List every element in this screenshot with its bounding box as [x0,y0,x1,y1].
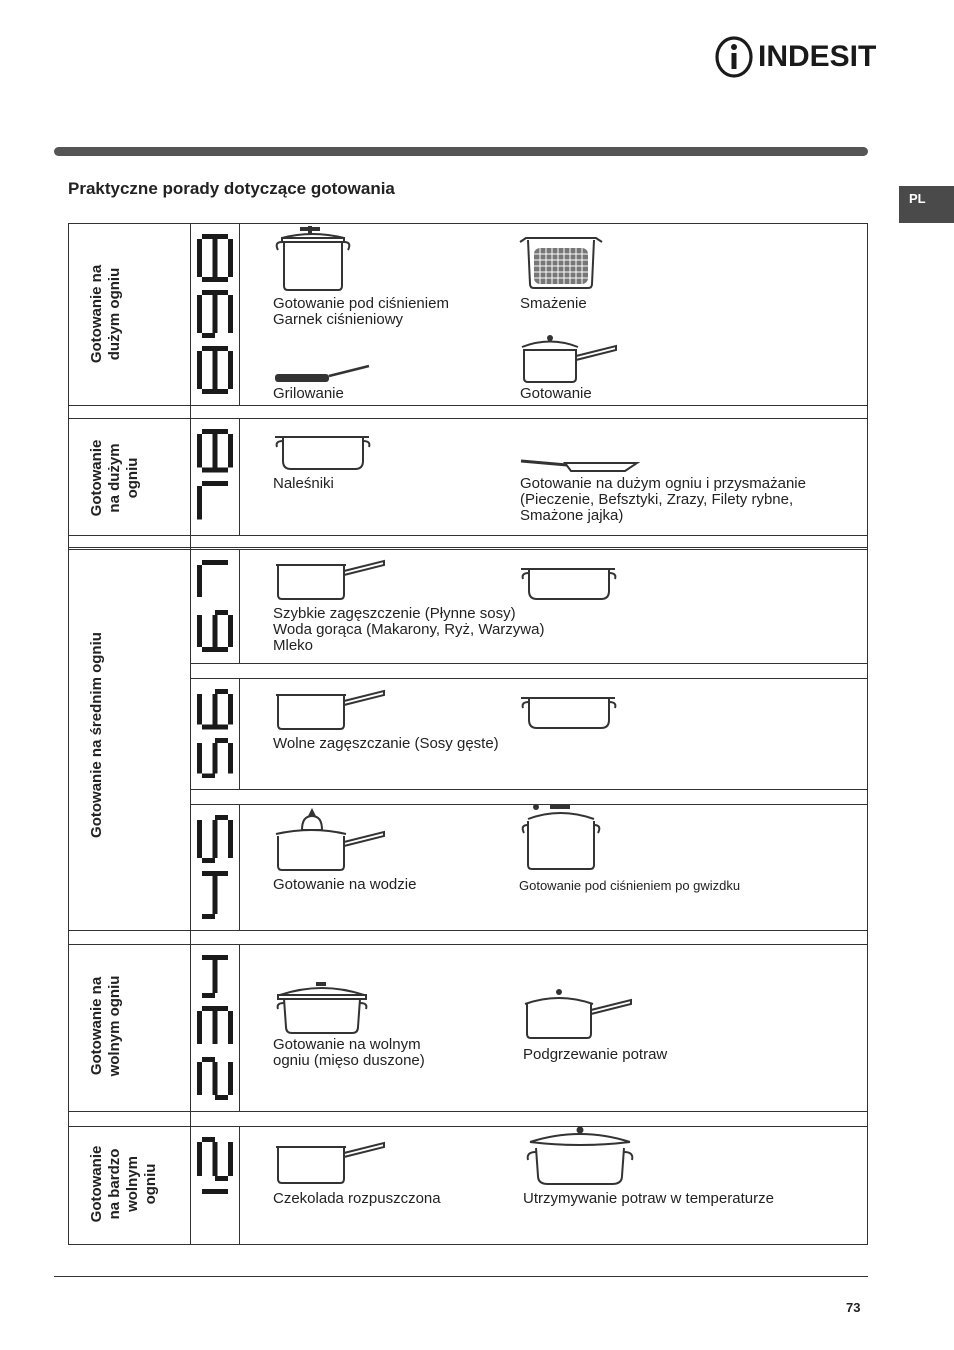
pot-icon [519,561,619,601]
digit-segment [202,993,215,998]
digit-segment [215,560,228,565]
digit-segment [213,820,218,858]
lidded-saucepan-icon [523,988,635,1042]
digit-segment [202,277,215,282]
digit-segment [228,694,233,725]
digit-segment [197,486,202,520]
digit-segment [228,1142,233,1176]
digit-segment [202,914,215,919]
label-pancakes: Naleśniki [273,475,334,492]
digit-segment [215,346,228,351]
digit-segment [215,610,228,615]
heat-level-digit-8 [197,429,233,473]
label-pressure-after-whistle: Gotowanie pod ciśnieniem po gwizdku [519,878,741,893]
heat-group-label-high-2: Gotowanie na dużym ogniu [88,439,141,517]
heat-level-digit-3 [197,1006,233,1049]
label-grilling: Grilowanie [273,385,344,402]
frying-basket-icon [518,236,604,292]
saucepan-icon [274,687,388,731]
digit-segment [202,346,215,351]
digit-segment [228,239,233,277]
casserole-icon [274,981,370,1035]
digit-segment [215,1189,228,1194]
label-pressure-cooking: Gotowanie pod ciśnieniem Garnek ciśnieniowy [273,295,449,328]
label-melting-chocolate: Czekolada rozpuszczona [273,1190,441,1207]
digit-segment [213,1011,218,1044]
digit-segment [228,351,233,389]
digit-segment [228,434,233,468]
heat-group-label-medium: Gotowanie na średnim ogniu [88,632,105,838]
digit-segment [228,1011,233,1044]
heat-level-digit-6 [197,689,233,730]
digit-segment [213,239,218,277]
digit-segment [215,647,228,652]
heat-level-digit-6 [197,610,233,652]
digit-segment [213,960,218,993]
digit-segment [197,743,202,774]
digit-segment [213,743,218,774]
digit-segment [213,615,218,647]
digit-segment [213,295,218,333]
heat-level-digit-4 [197,871,233,919]
digit-segment [215,389,228,394]
digit-segment [202,725,215,730]
frying-pan-icon [519,457,641,473]
digit-segment [215,468,228,473]
header-bar [54,147,868,156]
digit-segment [213,434,218,468]
digit-segment [202,1006,215,1011]
digit-segment [197,820,202,858]
digit-segment [202,234,215,239]
digit-segment [197,295,202,333]
digit-segment [202,333,215,338]
digit-segment [202,389,215,394]
label-keeping-warm: Utrzymywanie potraw w temperaturze [523,1190,774,1207]
digit-segment [202,468,215,473]
digit-segment [228,295,233,333]
language-tab: PL [899,186,954,223]
digit-segment [213,694,218,725]
heat-group-label-high: Gotowanie na dużym ogniu [88,264,123,364]
pot-icon [519,690,619,730]
flat-pot-icon [273,431,373,471]
heat-level-digit-1 [197,1189,233,1233]
digit-segment [213,1142,218,1176]
page-title: Praktyczne porady dotyczące gotowania [68,179,395,198]
label-quick-thickening: Szybkie zagęszczenie (Płynne sosy) Woda gorąca (Makarony, Ryż, Warzywa) Mleko [273,605,545,654]
digit-segment [215,955,228,960]
digit-segment [215,1006,228,1011]
digit-segment [215,429,228,434]
digit-segment [202,955,215,960]
warming-dish-icon [524,1126,636,1188]
heat-level-digit-7 [197,481,233,525]
digit-segment [215,1176,228,1181]
digit-segment [202,429,215,434]
digit-segment [215,725,228,730]
digit-segment [215,689,228,694]
digit-segment [215,871,228,876]
digit-segment [197,694,202,725]
digit-segment [202,1137,215,1142]
digit-segment [215,815,228,820]
heat-level-digit-5 [197,738,233,779]
digit-segment [202,1057,215,1062]
heat-group-label-low: Gotowanie na wolnym ogniu [88,975,123,1077]
heat-level-digit-2 [197,1057,233,1100]
lidded-saucepan-icon [518,334,620,384]
label-high-heat-searing: Gotowanie na dużym ogniu i przysmażanie (Pieczenie, Befsztyki, Zrazy, Filety rybne, Smażone jajka) [520,475,806,524]
heat-level-digit-5 [197,815,233,863]
label-frying: Smażenie [520,295,587,312]
pressure-cooker-icon [520,803,604,873]
digit-segment [228,1062,233,1095]
footer-rule [54,1276,868,1277]
digit-segment [215,738,228,743]
digit-segment [202,290,215,295]
heat-level-digit-9 [197,290,233,338]
heat-level-digit-8 [197,346,233,394]
digit-segment [202,560,215,565]
digit-segment [202,871,215,876]
steamer-saucepan-icon [274,806,388,872]
digit-segment [228,743,233,774]
digit-segment [228,615,233,647]
digit-segment [197,434,202,468]
digit-segment [215,481,228,486]
digit-segment [202,773,215,778]
digit-segment [213,876,218,914]
digit-segment [213,351,218,389]
pressure-cooker-icon [274,226,354,292]
saucepan-icon [274,1139,388,1185]
digit-segment [213,1062,218,1095]
digit-segment [197,565,202,597]
heat-level-digit-B [197,234,233,282]
digit-segment [202,481,215,486]
brand-wordmark: INDESIT [758,40,877,73]
digit-segment [197,615,202,647]
label-reheating: Podgrzewanie potraw [523,1046,668,1063]
digit-segment [228,820,233,858]
page-number: 73 [846,1300,861,1315]
heat-level-digit-4 [197,955,233,998]
label-slow-stewing: Gotowanie na wolnym ogniu (mięso duszone) [273,1036,425,1069]
heat-group-label-very-low: Gotowanie na bardzo wolnym ogniu [88,1145,159,1223]
digit-segment [215,1095,228,1100]
label-boiling: Gotowanie [520,385,592,402]
digit-segment [197,1062,202,1095]
digit-segment [202,1189,215,1194]
digit-segment [197,239,202,277]
heat-level-digit-7 [197,560,233,602]
label-water-cooking: Gotowanie na wodzie [273,876,417,893]
digit-segment [197,1011,202,1044]
digit-segment [215,234,228,239]
digit-segment [215,277,228,282]
digit-segment [197,351,202,389]
digit-segment [202,858,215,863]
saucepan-icon [274,557,388,601]
grill-pan-icon [273,362,373,384]
digit-segment [202,647,215,652]
heat-level-digit-2 [197,1137,233,1181]
label-slow-thickening: Wolne zagęszczanie (Sosy gęste) [273,735,499,752]
digit-segment [197,1142,202,1176]
digit-segment [215,290,228,295]
